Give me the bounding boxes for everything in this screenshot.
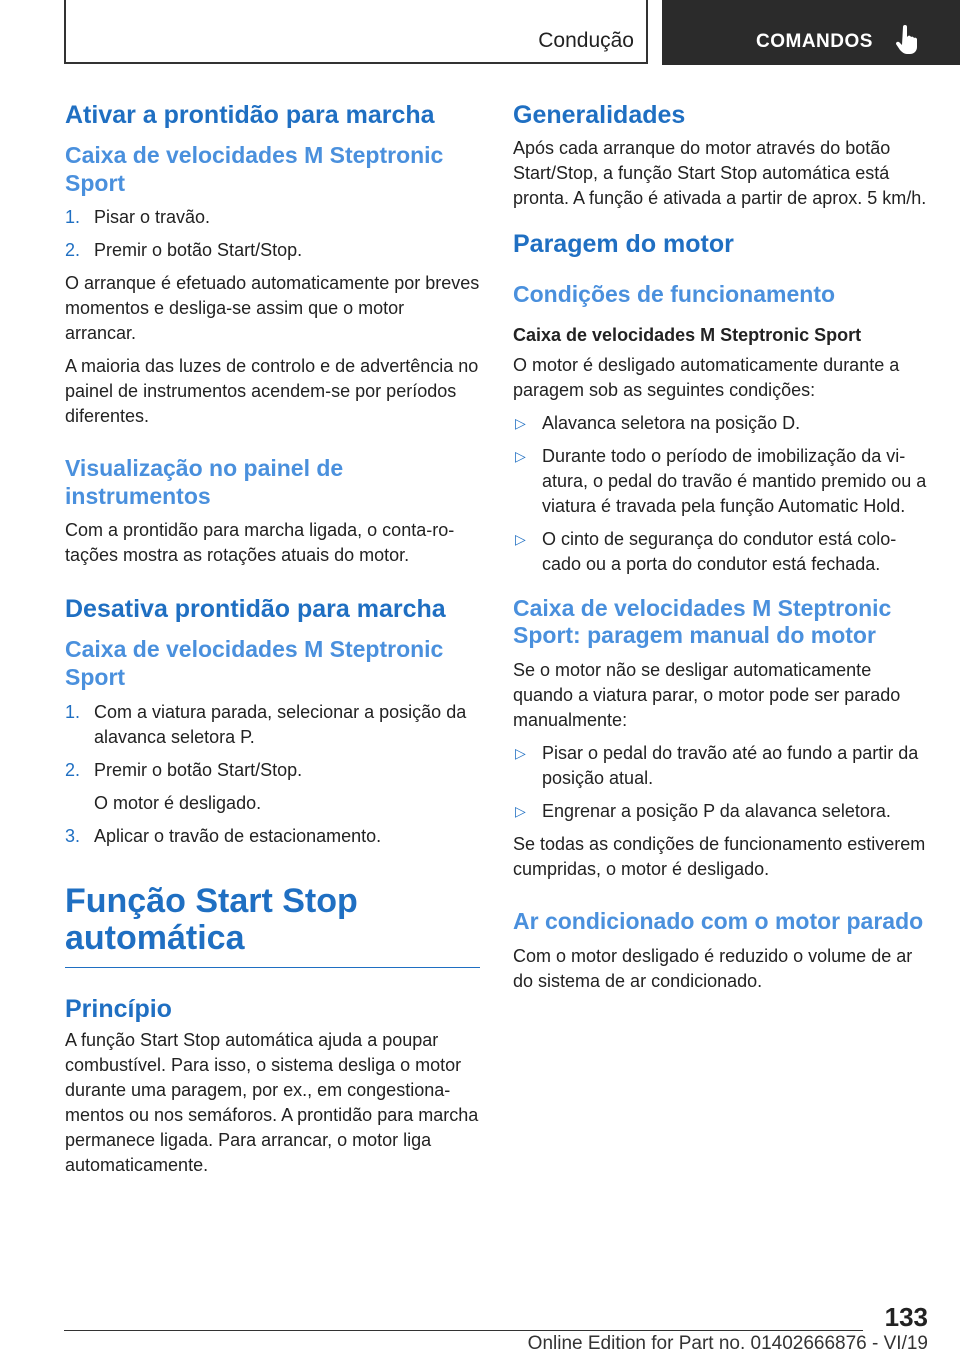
- heading-caixa-velocidades-1: Caixa de velocidades M Steptronic Sport: [65, 142, 444, 196]
- header-section-label: Condução: [538, 29, 634, 52]
- paragraph: O arranque é efetuado automaticamente por breves momentos e desliga-se assim que o motor arrancar.: [65, 273, 480, 344]
- heading-desativa-prontidao: Desativa prontidão para marcha: [65, 595, 446, 624]
- paragraph: Com o motor desligado é reduzido o volume de ar do sistema de ar condicionado.: [513, 945, 913, 991]
- list-item: 2. Premir o botão Start/Stop.: [65, 240, 303, 261]
- heading-condicoes: Condições de funcionamento: [513, 281, 836, 307]
- paragraph: A função Start Stop automática ajuda a poupar combustível. Para isso, o sistema desliga o motor durante uma paragem, por ex., em congestionamentos ou nos semáforos. A prontidão para marcha permanece ligada. Para arrancar, o motor liga automaticamente.: [65, 1030, 479, 1176]
- triangle-bullet-icon: ▷: [515, 803, 526, 820]
- list-item: ▷ Durante todo o período de imobilização da viatura, o pedal do travão é mantido premido ou a viatura é travada pela função Automatic Hold.: [515, 445, 927, 516]
- right-column: [513, 100, 928, 1002]
- heading-funcao-start-stop: Função Start Stop automática: [65, 883, 480, 969]
- footer-edition: Online Edition for Part no. 01402666876 - VI/19: [527, 1333, 928, 1354]
- heading-caixa-velocidades-2: Caixa de velocidades M Steptronic Sport: [65, 636, 444, 690]
- heading-ativar-prontidao: Ativar a prontidão para marcha: [65, 101, 435, 129]
- heading-generalidades: Generalidades: [513, 101, 686, 129]
- header-chapter-tab: [662, 0, 960, 65]
- list-item: ▷ Alavanca seletora na posição D.: [513, 411, 928, 436]
- triangle-bullet-icon: ▷: [515, 530, 526, 547]
- list-item: ▷ Engrenar a posição P da alavanca seletora.: [513, 799, 928, 824]
- heading-paragem-manual: Caixa de velocidades M Steptronic Sport: paragem manual do motor: [513, 594, 892, 649]
- triangle-bullet-icon: ▷: [515, 414, 526, 431]
- left-column: [65, 100, 480, 1186]
- steps-ativar: [65, 205, 480, 263]
- paragraph: Com a prontidão para marcha ligada, o conta-rotações mostra as rotações atuais do motor.: [65, 520, 455, 566]
- page-number: 133: [884, 1302, 928, 1332]
- bullets-manual: [513, 741, 928, 824]
- list-item: ▷ Pisar o pedal do travão até ao fundo a partir da posição atual.: [515, 743, 919, 789]
- footer-divider: [64, 1330, 863, 1331]
- list-item: 1. Com a viatura parada, selecionar a posição da alavanca seletora P.: [65, 701, 467, 747]
- heading-visualizacao: Visualização no painel de instrumentos: [65, 455, 344, 509]
- bullets-condicoes: [513, 411, 928, 577]
- triangle-bullet-icon: ▷: [515, 745, 526, 762]
- hand-pointer-icon: [895, 25, 919, 55]
- heading-principio: Princípio: [65, 995, 172, 1024]
- header-chapter-label: COMANDOS: [756, 31, 873, 52]
- paragraph: O motor é desligado automaticamente durante a paragem sob as seguintes condições:: [513, 354, 900, 400]
- paragraph: Se o motor não se desligar automaticamente quando a viatura parar, o motor pode ser parado manualmente:: [513, 660, 901, 731]
- paragraph: A maioria das luzes de controlo e de advertência no painel de instrumentos acendem-se por períodos diferentes.: [65, 356, 479, 427]
- list-item: 1. Pisar o travão.: [65, 207, 211, 228]
- list-item: 3. Aplicar o travão de estacionamento.: [65, 825, 382, 846]
- list-item-note: O motor é desligado.: [94, 792, 262, 813]
- triangle-bullet-icon: ▷: [515, 447, 526, 464]
- list-item: ▷ O cinto de segurança do condutor está colocado ou a porta do condutor está fechada.: [515, 528, 897, 574]
- paragraph: Se todas as condições de funcionamento estiverem cumpridas, o motor é desligado.: [513, 834, 926, 880]
- list-item: 2. Premir o botão Start/Stop.: [65, 759, 303, 780]
- heading-ar-condicionado: Ar condicionado com o motor parado: [513, 908, 924, 935]
- paragraph: Após cada arranque do motor através do botão Start/Stop, a função Start Stop automática está pronta. A função é ativada a partir de aprox. 5 km/h.: [513, 138, 927, 208]
- heading-paragem-motor: Paragem do motor: [513, 230, 734, 258]
- steps-desativar: [65, 700, 480, 849]
- header-section-tab: [64, 0, 648, 64]
- heading-caixa-velocidades: Caixa de velocidades M Steptronic Sport: [513, 324, 862, 345]
